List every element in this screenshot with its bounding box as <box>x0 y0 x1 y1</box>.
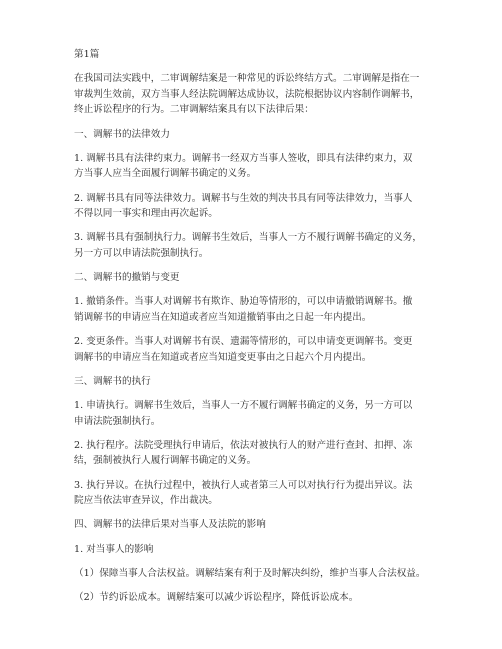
text-line: 审裁判生效前，双方当事人经法院调解达成协议，法院根据协议内容制作调解书， <box>74 88 420 100</box>
section-heading: 一、调解书的法律效力 <box>74 128 170 140</box>
subsection-heading: 1. 对当事人的影响 <box>74 543 154 555</box>
text-line: 2. 调解书具有同等法律效力。调解书与生效的判决书具有同等法律效力，当事人 <box>74 192 413 204</box>
text-line: 院应当依法审查异议，作出裁决。 <box>74 495 218 507</box>
text-line: 2. 执行程序。法院受理执行申请后，依法对被执行人的财产进行查封、扣押、冻 <box>74 439 413 451</box>
text-line: 3. 调解书具有强制执行力。调解书生效后，当事人一方不履行调解书确定的义务， <box>74 232 422 244</box>
intro-paragraph <box>74 71 444 118</box>
text-line: 终止诉讼程序的行为。二审调解结案具有以下法律后果： <box>74 104 314 116</box>
section-heading: 三、调解书的执行 <box>74 375 151 387</box>
section-heading: 二、调解书的撤销与变更 <box>74 272 180 284</box>
paragraph <box>74 438 444 469</box>
text-line: 1. 申请执行。调解书生效后，当事人一方不履行调解书确定的义务，另一方可以 <box>74 400 413 412</box>
text-line: 调解书的申请应当在知道或者应当知道变更事由之日起六个月内提出。 <box>74 351 372 363</box>
paragraph <box>74 334 444 365</box>
list-item: （2）节约诉讼成本。调解结案可以减少诉讼程序，降低诉讼成本。 <box>74 591 359 603</box>
paragraph <box>74 191 444 222</box>
text-line: 在我国司法实践中，二审调解结案是一种常见的诉讼终结方式。二审调解是指在一 <box>74 73 420 85</box>
text-line: 2. 变更条件。当事人对调解书有误、遗漏等情形的，可以申请变更调解书。变更 <box>74 336 413 348</box>
text-line: 1. 撤销条件。当事人对调解书有欺诈、胁迫等情形的，可以申请撤销调解书。撤 <box>74 296 413 308</box>
paragraph <box>74 151 444 182</box>
list-item: （1）保障当事人合法权益。调解结案有利于及时解决纠纷，维护当事人合法权益。 <box>74 567 426 579</box>
text-line: 销调解书的申请应当在知道或者应当知道撤销事由之日起一年内提出。 <box>74 311 372 323</box>
text-line: 不得以同一事实和理由再次起诉。 <box>74 208 218 220</box>
article-heading: 第1篇 <box>74 49 100 60</box>
text-line: 另一方可以申请法院强制执行。 <box>74 247 209 259</box>
text-line: 结，强制被执行人履行调解书确定的义务。 <box>74 455 257 467</box>
section-heading: 四、调解书的法律后果对当事人及法院的影响 <box>74 519 266 531</box>
text-line: 方当事人应当全面履行调解书确定的义务。 <box>74 168 257 180</box>
text-line: 3. 执行异议。在执行过程中，被执行人或者第三人可以对执行行为提出异议。法 <box>74 479 413 491</box>
paragraph <box>74 230 444 261</box>
paragraph <box>74 398 444 429</box>
paragraph <box>74 478 444 509</box>
text-line: 1. 调解书具有法律约束力。调解书一经双方当事人签收，即具有法律约束力，双 <box>74 152 413 164</box>
paragraph <box>74 294 444 325</box>
text-line: 申请法院强制执行。 <box>74 415 161 427</box>
document-page <box>74 47 444 606</box>
